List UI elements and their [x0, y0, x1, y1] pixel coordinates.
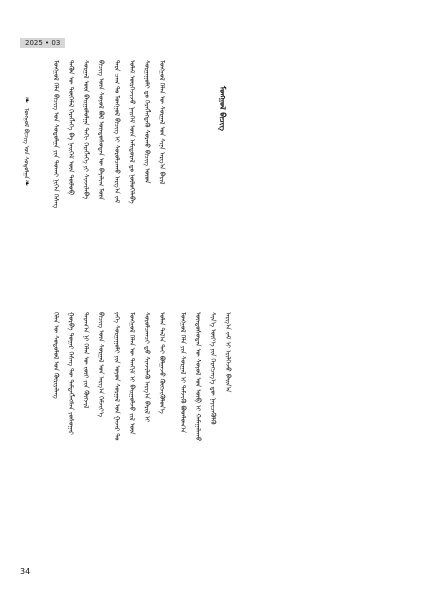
article-title: ᠮᠣᠩᠭᠣᠯ ᠪᠢᠴᠢᠭ	[218, 86, 227, 131]
text-line: ᠪᠢᠴᠢᠭ ᠦᠨ ᠰᠤᠷᠭᠠᠯ ᠤᠨ ᠠᠷᠭ᠎ᠠ ᠬᠡᠮᠵᠢᠶ᠎ᠡ	[97, 312, 105, 417]
ornament-icon: ❧	[21, 179, 31, 187]
text-line: ᠮᠣᠩᠭᠣᠯ ᠬᠡᠯᠡᠨ ᠦ ᠲᠡᠨᠬᠢᠮ ᠢ ᠪᠠᠢᠭᠤᠯᠵᠤ ᠵᠢᠯ ᠦᠨ	[128, 312, 136, 435]
text-line: ᠮᠣᠩᠭᠣᠯ ᠬᠡᠯᠡ ᠶᠢᠨ ᠰᠤᠷᠭᠠᠯ ᠢ ᠳᠡᠮᠵᠢᠬᠦ ᠪᠣᠳᠯᠣᠭ᠎ᠠ	[179, 312, 187, 434]
paragraph-1	[52, 60, 112, 290]
text-line: ᠤᠯᠠᠮ ᠥᠷᠭᠡᠵᠢᠵᠦ ᠨᠡᠢᠭᠡᠮ ᠦᠨ ᠠᠮᠢᠳᠤᠷᠠᠯ ᠳᠤ ᠨᠥᠯᠦᠭᠡᠯᠡᠪᠡ	[128, 60, 136, 204]
text-line: ᠳᠠᠷᠠᠭ᠎ᠠ ᠨᠢ ᠬᠡᠯᠡᠨ ᠦ ᠵᠦᠢ ᠶᠢᠨ ᠬᠥᠭᠵᠢᠯ	[82, 312, 90, 409]
text-line: ᠮᠣᠩᠭᠣᠯ ᠬᠡᠯᠡᠨ ᠦ ᠰᠤᠷᠭᠠᠯ ᠤᠨ ᠰᠢᠨᠡ ᠠᠷᠭ᠎ᠠ ᠪᠠᠷᠢᠯ	[158, 60, 166, 185]
paragraph-3	[52, 312, 112, 507]
text-line: ᠠᠷᠭ᠎ᠠ ᠵᠠᠮ ᠢ ᠡᠷᠢᠯᠬᠡᠵᠦ ᠪᠠᠢᠨ᠎ᠠ	[224, 312, 232, 393]
text-line: ᠲᠡᠭᠦᠨ ᠦ ᠲᠦᠭᠡᠮᠡᠯ ᠬᠡᠷᠡᠭᠯᠡᠭᠡ ᠪᠠ ᠨᠡᠢᠭᠡᠮ ᠦᠨ ᠲᠥᠯᠦᠪ	[67, 60, 75, 195]
text-line: ᠲᠡᠷᠡ ᠴᠠᠭ ᠲᠤ ᠮᠣᠩᠭᠣᠯ ᠪᠢᠴᠢᠭ ᠢ ᠰᠤᠷᠤᠯᠴᠠᠬᠤ ᠠᠷᠭ᠎ᠠ ᠵᠠᠮ	[113, 60, 121, 204]
text-line: ᠰᠢᠨ᠎ᠡ ᠦᠶ᠎ᠡ ᠶᠢᠨ ᠬᠡᠷᠡᠭᠴᠡᠭ᠎ᠡ ᠳᠦ ᠨᠡᠶᠢᠴᠡᠭᠦᠯᠬᠦ	[209, 312, 217, 425]
text-line: ᠭᠤᠷᠪᠠ ᠳᠤᠭᠠᠷ ᠬᠡᠰᠡᠭ ᠲᠦ ᠲᠡᠮᠳᠡᠭᠯᠡᠭᠰᠡᠨ ᠶᠣᠰᠣᠭᠠᠷ	[67, 312, 75, 435]
text-line: ᠪᠢᠴᠢᠭ ᠦᠨ ᠰᠣᠶᠣᠯ ᠪᠣᠯ ᠦᠨᠳᠦᠰᠦᠲᠡᠨ ᠦ ᠪᠠᠶᠠᠯᠢᠭ ᠮᠥᠨ	[97, 60, 105, 200]
issue-tag: 2025 • 03	[20, 38, 65, 48]
running-header	[20, 96, 32, 286]
paragraph-5	[179, 312, 239, 538]
running-title: ᠮᠣᠩᠭᠣᠯ ᠪᠢᠴᠢᠭ ᠤᠨ ᠰᠣᠳᠤᠯᠭᠠ	[22, 108, 30, 179]
paragraph-2	[113, 60, 173, 290]
text-line: ᠰᠤᠷᠤᠯᠴᠠᠭᠴᠢ ᠳ᠋ᠤ ᠰᠢᠨᠵᠢᠯᠡᠬᠦ ᠠᠷᠭ᠎ᠠ ᠪᠠᠷᠢᠯ ᠢ	[143, 312, 151, 423]
text-line: ᠦᠨᠳᠦᠰᠦᠲᠡᠨ ᠦ ᠰᠣᠶᠣᠯ ᠤᠨ ᠥᠪ ᠢ ᠬᠠᠮᠠᠭᠠᠯᠠᠬᠤ	[194, 312, 202, 442]
text-line: ᠣᠯᠠᠨ ᠲᠠᠯ᠎ᠠ ᠲᠠᠢ ᠪᠣᠯᠭᠠᠵᠤ ᠬᠥᠭᠵᠢᠭᠦᠯᠦᠨ᠎ᠡ	[158, 312, 166, 414]
text-line: ᠮᠣᠩᠭᠣᠯ ᠬᠡᠯᠡ ᠪᠢᠴᠢᠭ ᠤᠨ ᠰᠣᠳᠤᠯᠭᠠ ᠶᠢᠨ ᠲᠤᠬᠠᠢ ᠨᠢᠭᠡᠨ ᠬᠡᠰᠡᠭ	[52, 60, 60, 209]
text-line: ᠰᠤᠷᠭᠠᠭᠤᠯᠢ ᠳᠤ ᠬᠡᠷᠡᠭᠯᠡᠭᠳᠡᠬᠦ ᠰᠤᠷᠬᠤ ᠪᠢᠴᠢᠭ ᠦᠳ	[143, 60, 151, 184]
text-line: ᠬᠡᠯᠡᠨ ᠦ ᠰᠤᠳᠤᠯᠤᠯ ᠤᠨ ᠬᠦᠷᠢᠶᠡᠯᠡᠩ	[52, 312, 60, 399]
text-line: ᠰᠤᠷᠭᠠᠯ ᠦᠨ ᠪᠠᠢᠭᠤᠯᠤᠯᠭᠠ ᠳᠠᠬᠢ ᠬᠡᠷᠡᠭᠯᠡᠭᠡ ᠶᠢ ᠰᠢᠨᠵᠢᠯᠡᠪᠡ	[82, 60, 90, 200]
text-line: ᠶᠡᠬᠡ ᠰᠤᠷᠭᠠᠭᠤᠯᠢ ᠶᠢᠨ ᠤᠶᠤᠨ ᠰᠤᠷᠭᠠᠯ ᠤᠨ ᠭᠠᠵᠠᠷ ᠲᠤ	[113, 312, 121, 441]
page-number: 34	[20, 567, 31, 576]
paragraph-4	[113, 312, 173, 537]
ornament-icon: ❧	[21, 96, 31, 104]
